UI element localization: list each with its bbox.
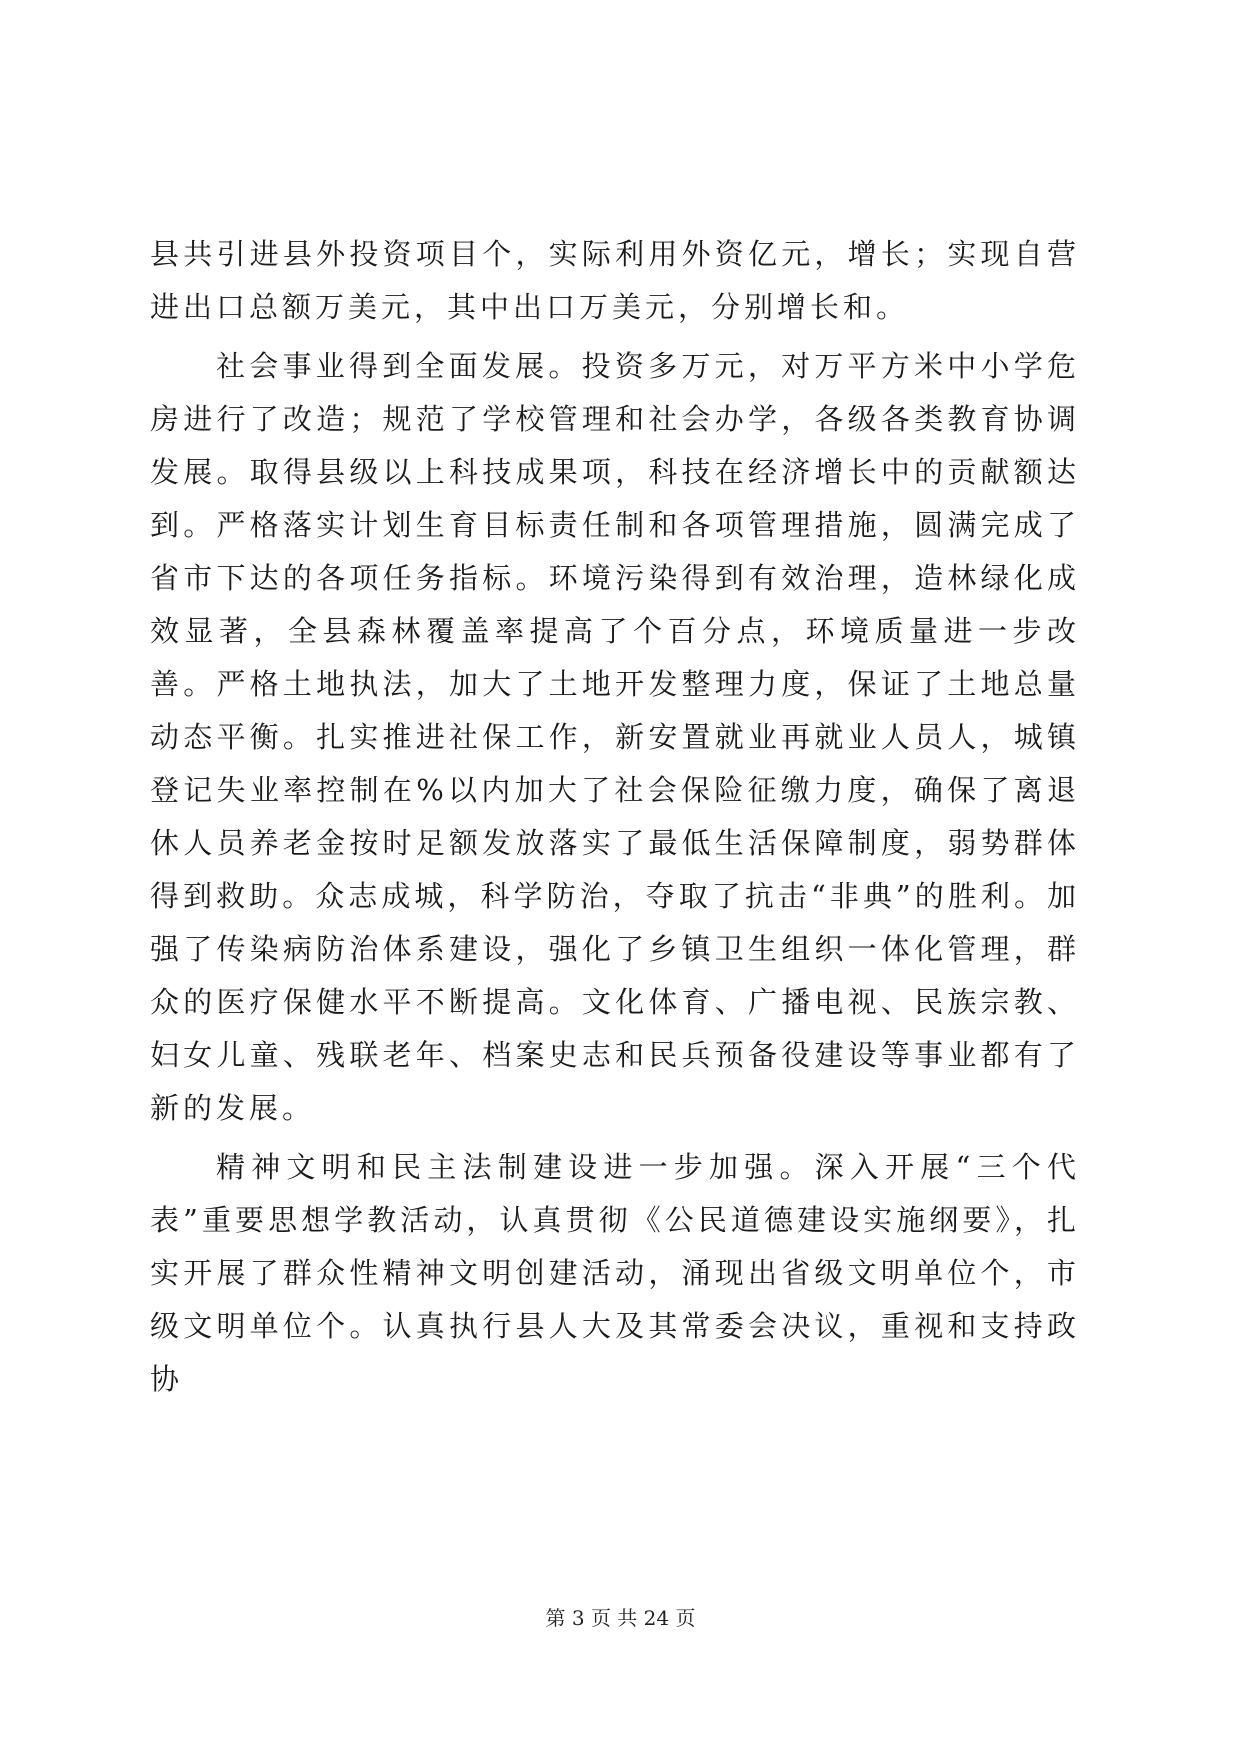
paragraph-civilization-legal: 精神文明和民主法制建设进一步加强。深入开展“三个代表”重要思想学教活动，认真贯彻《公民道德建设实施纲要》，扎实开展了群众性精神文明创建活动，涌现出省级文明单位个，市级文明单位个。认真执行县人大及其常委会决议，重视和支持政协 (150, 1150, 1080, 1396)
document-body (150, 228, 1080, 1406)
page-footer: 第 3 页 共 24 页 (545, 1606, 696, 1630)
paragraph-continuation: 县共引进县外投资项目个，实际利用外资亿元，增长；实现自营进出口总额万美元，其中出口万美元，分别增长和。 (150, 237, 1080, 324)
paragraph-social-development: 社会事业得到全面发展。投资多万元，对万平方米中小学危房进行了改造；规范了学校管理和社会办学，各级各类教育协调发展。取得县级以上科技成果项，科技在经济增长中的贡献额达到。严格落实计划生育目标责任制和各项管理措施，圆满完成了省市下达的各项任务指标。环境污染得到有效治理，造林绿化成效显著，全县森林覆盖率提高了个百分点，环境质量进一步改善。严格土地执法，加大了土地开发整理力度，保证了土地总量动态平衡。扎实推进社保工作，新安置就业再就业人员人，城镇登记失业率控制在%以内加大了社会保险征缴力度，确保了离退休人员养老金按时足额发放落实了最低生活保障制度，弱势群体得到救助。众志成城，科学防治，夺取了抗击“非典”的胜利。加强了传染病防治体系建设，强化了乡镇卫生组织一体化管理，群众的医疗保健水平不断提高。文化体育、广播电视、民族宗教、妇女儿童、残联老年、档案史志和民兵预备役建设等事业都有了新的发展。 (150, 349, 1080, 1125)
